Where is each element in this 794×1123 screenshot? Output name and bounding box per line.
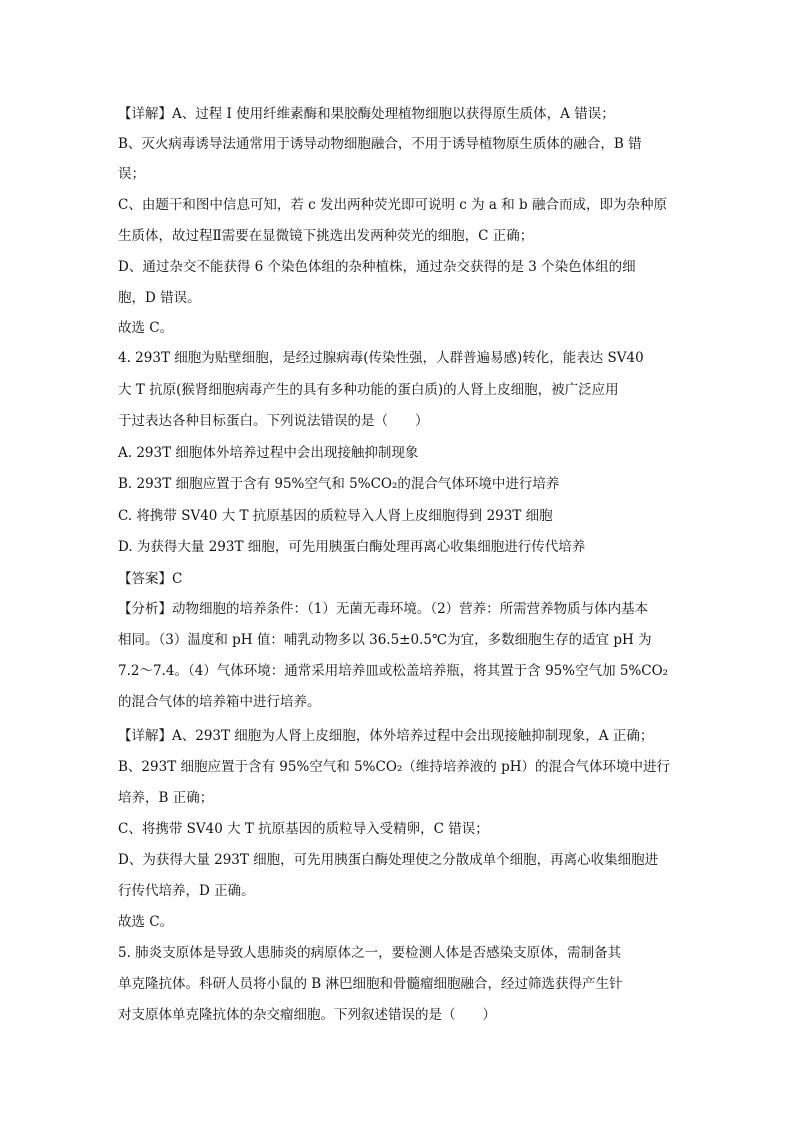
analysis-line: 相同。（3）温度和 pH 值：哺乳动物多以 36.5±0.5℃为宜，多数细胞生存的适宜 pH 为 <box>118 632 652 648</box>
option-d: D. 为获得大量 293T 细胞，可先用胰蛋白酶处理再离心收集细胞进行传代培养 <box>118 539 586 555</box>
question-4-stem: 于过表达各种目标蛋白。下列说法错误的是（ ） <box>118 413 429 429</box>
option-c: C. 将携带 SV40 大 T 抗原基因的质粒导入人肾上皮细胞得到 293T 细胞 <box>118 508 553 524</box>
answer-line: 【答案】C <box>118 571 183 587</box>
option-a: A. 293T 细胞体外培养过程中会出现接触抑制现象 <box>118 445 419 461</box>
explanation-line: C、将携带 SV40 大 T 抗原基因的质粒导入受精卵，C 错误； <box>118 821 489 837</box>
text-line: 【详解】A、过程 I 使用纤维素酶和果胶酶处理植物细胞以获得原生质体，A 错误； <box>118 106 615 122</box>
explanation-line: 培养，B 正确； <box>118 790 214 806</box>
explanation-line: B、293T 细胞应置于含有 95%空气和 5%CO₂（维持培养液的 pH）的混合气体环境中进行 <box>118 759 671 775</box>
explanation-line: 行传代培养，D 正确。 <box>118 883 255 899</box>
analysis-line: 7.2～7.4。（4）气体环境：通常采用培养皿或松盖培养瓶，将其置于含 95%空气加 5%CO₂ <box>118 663 669 679</box>
text-line: 故选 C。 <box>118 320 174 336</box>
explanation-line: 【详解】A、293T 细胞为人肾上皮细胞，体外培养过程中会出现接触抑制现象，A 正确； <box>118 728 654 744</box>
question-5-stem: 单克隆抗体。科研人员将小鼠的 B 淋巴细胞和骨髓瘤细胞融合，经过筛选获得产生针 <box>118 976 623 992</box>
option-b: B. 293T 细胞应置于含有 95%空气和 5%CO₂的混合气体环境中进行培养 <box>118 476 560 492</box>
text-line: 故选 C。 <box>118 914 174 930</box>
question-4-stem: 大 T 抗原(猴肾细胞病毒产生的具有多种功能的蛋白质)的人肾上皮细胞，被广泛应用 <box>118 382 619 398</box>
analysis-line: 【分析】动物细胞的培养条件：（1）无菌无毒环境。（2）营养：所需营养物质与体内基本 <box>118 601 649 617</box>
text-line: B、灭火病毒诱导法通常用于诱导动物细胞融合，不用于诱导植物原生质体的融合，B 错 <box>118 136 642 152</box>
analysis-line: 的混合气体的培养箱中进行培养。 <box>118 694 321 710</box>
text-line: 误； <box>118 166 145 182</box>
question-4-stem: 4. 293T 细胞为贴壁细胞，是经过腺病毒(传染性强，人群普遍易感)转化，能表达 SV40 <box>118 350 644 366</box>
explanation-line: D、为获得大量 293T 细胞，可先用胰蛋白酶处理使之分散成单个细胞，再离心收集细胞进 <box>118 852 659 868</box>
question-5-stem: 5. 肺炎支原体是导致人患肺炎的病原体之一，要检测人体是否感染支原体，需制备其 <box>118 945 622 961</box>
text-line: D、通过杂交不能获得 6 个染色体组的杂种植株，通过杂交获得的是 3 个染色体组的细 <box>118 259 636 275</box>
text-line: 生质体，故过程Ⅱ需要在显微镜下挑选出发两种荧光的细胞，C 正确； <box>118 228 534 244</box>
text-line: 胞，D 错误。 <box>118 290 201 306</box>
question-5-stem: 对支原体单克隆抗体的杂交瘤细胞。下列叙述错误的是（ ） <box>118 1007 496 1023</box>
text-line: C、由题干和图中信息可知，若 c 发出两种荧光即可说明 c 为 a 和 b 融合而成，即为杂种原 <box>118 197 667 213</box>
